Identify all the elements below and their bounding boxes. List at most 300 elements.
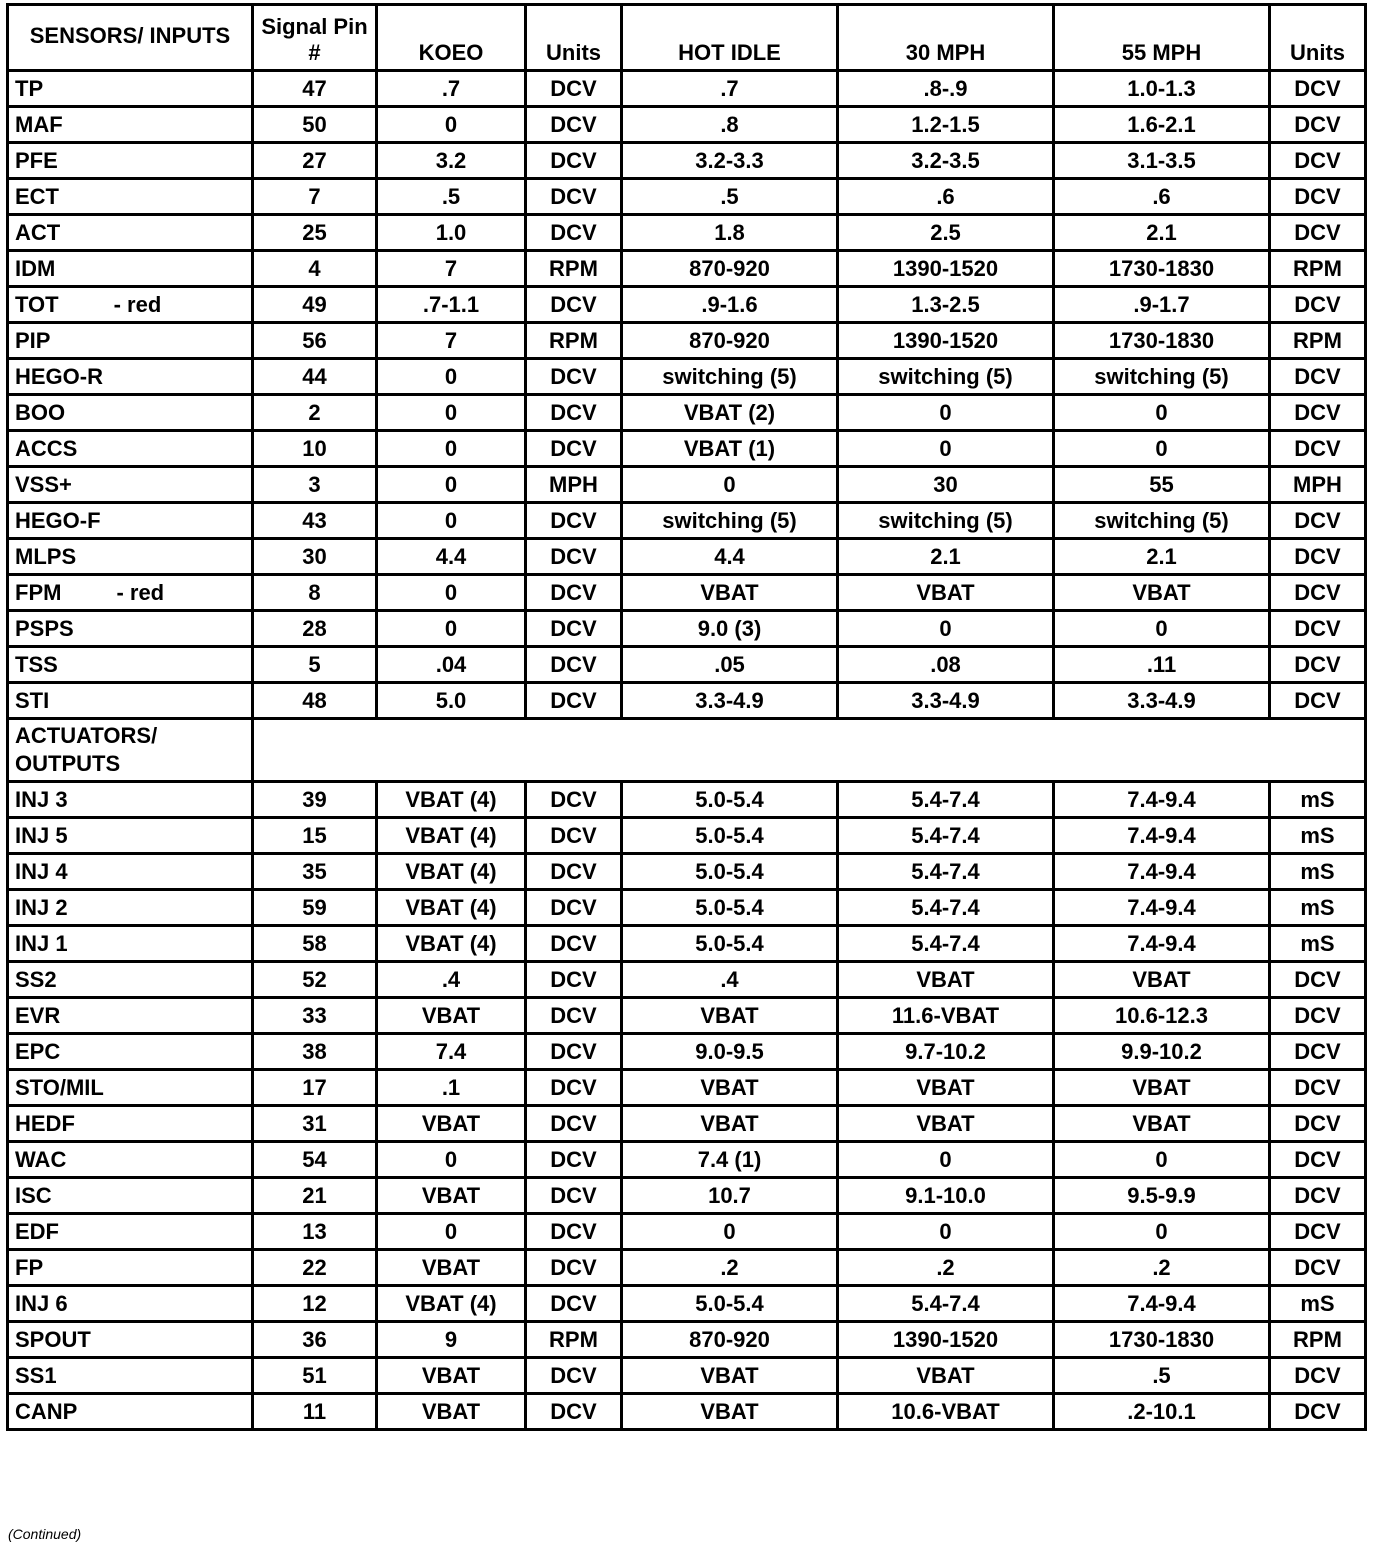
table-cell: 1730-1830: [1054, 1322, 1270, 1358]
table-cell: 5.0-5.4: [622, 926, 838, 962]
table-cell: 13: [253, 1214, 377, 1250]
table-row: [8, 1106, 1366, 1142]
ecm-pinout-spec-table: [6, 3, 1367, 1431]
table-cell: RPM: [526, 1322, 622, 1358]
table-row: [8, 503, 1366, 539]
table-cell: 1.6-2.1: [1054, 107, 1270, 143]
table-cell: DCV: [526, 575, 622, 611]
table-cell: VBAT: [622, 1106, 838, 1142]
table-cell: 1.8: [622, 215, 838, 251]
table-cell: DCV: [526, 539, 622, 575]
table-cell: VBAT: [838, 1106, 1054, 1142]
table-row: [8, 854, 1366, 890]
table-cell: 17: [253, 1070, 377, 1106]
table-cell: DCV: [1270, 1178, 1366, 1214]
table-cell: DCV: [526, 1070, 622, 1106]
actuator-rows: [8, 782, 1366, 1430]
table-cell: mS: [1270, 818, 1366, 854]
table-cell: DCV: [526, 1034, 622, 1070]
table-cell: DCV: [526, 890, 622, 926]
table-cell: 48: [253, 683, 377, 719]
row-label: SPOUT: [8, 1322, 253, 1358]
table-cell: 7.4-9.4: [1054, 854, 1270, 890]
table-cell: DCV: [1270, 1250, 1366, 1286]
row-label: MAF: [8, 107, 253, 143]
table-cell: DCV: [526, 215, 622, 251]
table-cell: 11.6-VBAT: [838, 998, 1054, 1034]
table-cell: 2.1: [838, 539, 1054, 575]
table-cell: DCV: [526, 926, 622, 962]
table-cell: 30: [253, 539, 377, 575]
row-label: EDF: [8, 1214, 253, 1250]
header-55-mph: 55 MPH: [1054, 5, 1270, 71]
table-cell: DCV: [1270, 611, 1366, 647]
row-label: SS2: [8, 962, 253, 998]
table-cell: VBAT: [622, 998, 838, 1034]
table-cell: mS: [1270, 1286, 1366, 1322]
table-cell: .2: [622, 1250, 838, 1286]
row-label: WAC: [8, 1142, 253, 1178]
row-label: INJ 1: [8, 926, 253, 962]
table-cell: VBAT (4): [377, 890, 526, 926]
table-cell: 36: [253, 1322, 377, 1358]
table-cell: DCV: [1270, 1106, 1366, 1142]
footnote: (Continued): [8, 1526, 82, 1542]
header-signal-pin: Signal Pin #: [253, 5, 377, 71]
table-row: [8, 1286, 1366, 1322]
row-label: INJ 3: [8, 782, 253, 818]
table-cell: .9-1.6: [622, 287, 838, 323]
table-cell: 5.4-7.4: [838, 926, 1054, 962]
row-label: ACT: [8, 215, 253, 251]
table-cell: 1390-1520: [838, 251, 1054, 287]
table-cell: 7.4: [377, 1034, 526, 1070]
table-row: [8, 71, 1366, 107]
table-cell: DCV: [526, 107, 622, 143]
table-cell: 10.6-VBAT: [838, 1394, 1054, 1430]
row-label: HEGO-R: [8, 359, 253, 395]
table-cell: DCV: [526, 998, 622, 1034]
header-units-1: Units: [526, 5, 622, 71]
table-cell: 0: [377, 107, 526, 143]
table-cell: 7.4-9.4: [1054, 926, 1270, 962]
row-label: MLPS: [8, 539, 253, 575]
table-cell: 39: [253, 782, 377, 818]
table-cell: 11: [253, 1394, 377, 1430]
table-cell: 7.4-9.4: [1054, 818, 1270, 854]
table-cell: RPM: [1270, 251, 1366, 287]
table-row: [8, 1322, 1366, 1358]
row-label: STO/MIL: [8, 1070, 253, 1106]
table-cell: .9-1.7: [1054, 287, 1270, 323]
table-cell: 9.9-10.2: [1054, 1034, 1270, 1070]
table-cell: 5.4-7.4: [838, 1286, 1054, 1322]
table-cell: 50: [253, 107, 377, 143]
table-cell: DCV: [526, 854, 622, 890]
row-label: SS1: [8, 1358, 253, 1394]
row-label: VSS+: [8, 467, 253, 503]
table-cell: 5.4-7.4: [838, 818, 1054, 854]
row-label: CANP: [8, 1394, 253, 1430]
table-cell: DCV: [526, 71, 622, 107]
table-cell: 55: [1054, 467, 1270, 503]
header-units-2: Units: [1270, 5, 1366, 71]
table-row: [8, 323, 1366, 359]
table-cell: 9.5-9.9: [1054, 1178, 1270, 1214]
header-row: [8, 5, 1366, 71]
table-cell: 3.3-4.9: [622, 683, 838, 719]
table-row: [8, 251, 1366, 287]
row-label: PFE: [8, 143, 253, 179]
table-cell: DCV: [526, 395, 622, 431]
table-cell: 35: [253, 854, 377, 890]
table-cell: 5.4-7.4: [838, 782, 1054, 818]
table-row: [8, 395, 1366, 431]
table-cell: 1.2-1.5: [838, 107, 1054, 143]
table-cell: 0: [377, 467, 526, 503]
table-cell: 54: [253, 1142, 377, 1178]
row-label: TP: [8, 71, 253, 107]
table-cell: 3.2: [377, 143, 526, 179]
table-cell: 5.4-7.4: [838, 854, 1054, 890]
table-cell: 10.7: [622, 1178, 838, 1214]
table-cell: 56: [253, 323, 377, 359]
table-cell: VBAT (4): [377, 782, 526, 818]
table-cell: 2.1: [1054, 215, 1270, 251]
table-cell: 8: [253, 575, 377, 611]
row-label: EVR: [8, 998, 253, 1034]
table-cell: 4.4: [377, 539, 526, 575]
table-cell: VBAT (4): [377, 854, 526, 890]
table-cell: MPH: [526, 467, 622, 503]
table-cell: DCV: [1270, 1034, 1366, 1070]
table-cell: 3: [253, 467, 377, 503]
table-cell: .8-.9: [838, 71, 1054, 107]
table-cell: .4: [377, 962, 526, 998]
table-cell: 0: [838, 1142, 1054, 1178]
table-cell: VBAT: [377, 1394, 526, 1430]
section-blank-cell: [253, 719, 1366, 782]
header-30-mph: 30 MPH: [838, 5, 1054, 71]
row-label: HEDF: [8, 1106, 253, 1142]
table-cell: 44: [253, 359, 377, 395]
table-cell: 3.3-4.9: [1054, 683, 1270, 719]
table-cell: DCV: [526, 683, 622, 719]
table-cell: VBAT (4): [377, 926, 526, 962]
table-cell: 0: [377, 1142, 526, 1178]
table-cell: DCV: [1270, 395, 1366, 431]
table-row: [8, 539, 1366, 575]
table-cell: DCV: [526, 1142, 622, 1178]
table-cell: .7: [377, 71, 526, 107]
table-row: [8, 575, 1366, 611]
table-cell: 3.3-4.9: [838, 683, 1054, 719]
table-cell: 7.4-9.4: [1054, 782, 1270, 818]
table-cell: 31: [253, 1106, 377, 1142]
table-cell: DCV: [1270, 503, 1366, 539]
table-cell: 28: [253, 611, 377, 647]
table-cell: DCV: [1270, 1070, 1366, 1106]
table-cell: DCV: [526, 1106, 622, 1142]
table-row: [8, 179, 1366, 215]
table-cell: .5: [1054, 1358, 1270, 1394]
table-cell: 15: [253, 818, 377, 854]
table-cell: 10: [253, 431, 377, 467]
table-cell: VBAT: [377, 1106, 526, 1142]
table-cell: DCV: [1270, 107, 1366, 143]
table-cell: DCV: [1270, 575, 1366, 611]
table-cell: VBAT: [377, 1358, 526, 1394]
table-cell: 22: [253, 1250, 377, 1286]
table-cell: 0: [377, 611, 526, 647]
table-cell: mS: [1270, 854, 1366, 890]
row-label: INJ 2: [8, 890, 253, 926]
table-cell: 21: [253, 1178, 377, 1214]
table-cell: DCV: [526, 1250, 622, 1286]
table-cell: 4: [253, 251, 377, 287]
table-cell: VBAT: [1054, 1106, 1270, 1142]
table-cell: 0: [838, 1214, 1054, 1250]
table-cell: DCV: [1270, 1142, 1366, 1178]
table-cell: 33: [253, 998, 377, 1034]
header-hot-idle: HOT IDLE: [622, 5, 838, 71]
table-cell: VBAT: [838, 1358, 1054, 1394]
table-cell: 7: [253, 179, 377, 215]
table-row: [8, 1394, 1366, 1430]
table-cell: DCV: [1270, 71, 1366, 107]
table-cell: 5.0-5.4: [622, 782, 838, 818]
table-cell: DCV: [1270, 998, 1366, 1034]
table-cell: VBAT: [838, 1070, 1054, 1106]
table-cell: 25: [253, 215, 377, 251]
table-cell: VBAT: [622, 1358, 838, 1394]
row-label: IDM: [8, 251, 253, 287]
table-cell: 5: [253, 647, 377, 683]
table-cell: DCV: [1270, 1394, 1366, 1430]
table-cell: 0: [1054, 431, 1270, 467]
table-cell: 2.1: [1054, 539, 1270, 575]
row-label: ISC: [8, 1178, 253, 1214]
table-row: [8, 431, 1366, 467]
table-row: [8, 1358, 1366, 1394]
table-cell: mS: [1270, 926, 1366, 962]
table-cell: VBAT: [622, 1394, 838, 1430]
table-cell: DCV: [1270, 683, 1366, 719]
table-cell: 49: [253, 287, 377, 323]
table-row: [8, 1178, 1366, 1214]
table-cell: 870-920: [622, 251, 838, 287]
table-row: [8, 467, 1366, 503]
table-cell: .11: [1054, 647, 1270, 683]
row-label: HEGO-F: [8, 503, 253, 539]
table-cell: switching (5): [622, 359, 838, 395]
table-cell: VBAT (2): [622, 395, 838, 431]
table-cell: 2: [253, 395, 377, 431]
table-cell: switching (5): [838, 359, 1054, 395]
table-cell: VBAT: [622, 1070, 838, 1106]
table-cell: DCV: [1270, 287, 1366, 323]
table-cell: 59: [253, 890, 377, 926]
table-cell: VBAT: [838, 962, 1054, 998]
table-row: [8, 962, 1366, 998]
table-cell: 0: [838, 395, 1054, 431]
table-cell: 0: [838, 431, 1054, 467]
table-cell: 9.0 (3): [622, 611, 838, 647]
table-cell: .5: [377, 179, 526, 215]
table-cell: VBAT (4): [377, 818, 526, 854]
table-cell: 5.0: [377, 683, 526, 719]
table-row: [8, 818, 1366, 854]
table-cell: 0: [1054, 1142, 1270, 1178]
table-cell: 58: [253, 926, 377, 962]
table-cell: DCV: [526, 782, 622, 818]
table-row: [8, 107, 1366, 143]
table-cell: MPH: [1270, 467, 1366, 503]
table-cell: .2: [838, 1250, 1054, 1286]
table-cell: VBAT: [377, 1178, 526, 1214]
table-row: [8, 1034, 1366, 1070]
table-cell: DCV: [526, 287, 622, 323]
row-label: ACCS: [8, 431, 253, 467]
table-cell: 12: [253, 1286, 377, 1322]
table-cell: RPM: [526, 323, 622, 359]
table-cell: .04: [377, 647, 526, 683]
table-cell: DCV: [526, 962, 622, 998]
table-cell: 0: [1054, 611, 1270, 647]
table-row: [8, 890, 1366, 926]
table-cell: 52: [253, 962, 377, 998]
table-cell: 7: [377, 251, 526, 287]
table-cell: .7: [622, 71, 838, 107]
table-cell: VBAT (1): [622, 431, 838, 467]
header-koeo: KOEO: [377, 5, 526, 71]
table-cell: 5.4-7.4: [838, 890, 1054, 926]
table-cell: 3.2-3.3: [622, 143, 838, 179]
table-cell: 1390-1520: [838, 1322, 1054, 1358]
table-cell: DCV: [526, 1394, 622, 1430]
table-cell: VBAT: [1054, 962, 1270, 998]
table-cell: 5.0-5.4: [622, 854, 838, 890]
table-cell: VBAT: [622, 575, 838, 611]
table-cell: 1730-1830: [1054, 323, 1270, 359]
row-label: INJ 6: [8, 1286, 253, 1322]
table-cell: .2: [1054, 1250, 1270, 1286]
table-cell: 7.4-9.4: [1054, 890, 1270, 926]
table-cell: 5.0-5.4: [622, 890, 838, 926]
table-cell: DCV: [526, 431, 622, 467]
table-cell: 1.0-1.3: [1054, 71, 1270, 107]
table-cell: DCV: [526, 1178, 622, 1214]
table-cell: 3.1-3.5: [1054, 143, 1270, 179]
table-cell: 0: [377, 359, 526, 395]
table-cell: .7-1.1: [377, 287, 526, 323]
table-cell: 1390-1520: [838, 323, 1054, 359]
section-header-row: [8, 719, 1366, 782]
row-label: FP: [8, 1250, 253, 1286]
row-label: EPC: [8, 1034, 253, 1070]
table-row: [8, 647, 1366, 683]
table-cell: 870-920: [622, 323, 838, 359]
table-cell: .08: [838, 647, 1054, 683]
table-cell: .6: [1054, 179, 1270, 215]
table-cell: 1730-1830: [1054, 251, 1270, 287]
table-cell: 47: [253, 71, 377, 107]
table-row: [8, 215, 1366, 251]
table-cell: 0: [377, 575, 526, 611]
table-cell: DCV: [1270, 179, 1366, 215]
table-cell: 10.6-12.3: [1054, 998, 1270, 1034]
table-cell: VBAT (4): [377, 1286, 526, 1322]
table-cell: 0: [377, 1214, 526, 1250]
row-label: INJ 4: [8, 854, 253, 890]
table-row: [8, 926, 1366, 962]
table-cell: .1: [377, 1070, 526, 1106]
table-row: [8, 143, 1366, 179]
row-label: BOO: [8, 395, 253, 431]
table-row: [8, 287, 1366, 323]
row-label: PIP: [8, 323, 253, 359]
table-cell: DCV: [526, 1286, 622, 1322]
table-cell: 9.7-10.2: [838, 1034, 1054, 1070]
table-cell: 5.0-5.4: [622, 818, 838, 854]
table-cell: DCV: [1270, 431, 1366, 467]
table-cell: RPM: [1270, 323, 1366, 359]
row-label: PSPS: [8, 611, 253, 647]
table-row: [8, 1142, 1366, 1178]
table-cell: 43: [253, 503, 377, 539]
table-cell: .6: [838, 179, 1054, 215]
table-cell: 9.0-9.5: [622, 1034, 838, 1070]
table-cell: DCV: [1270, 359, 1366, 395]
table-cell: DCV: [1270, 647, 1366, 683]
row-label: INJ 5: [8, 818, 253, 854]
table-cell: 30: [838, 467, 1054, 503]
row-label: TSS: [8, 647, 253, 683]
table-cell: 1.3-2.5: [838, 287, 1054, 323]
table-row: [8, 1070, 1366, 1106]
table-cell: 0: [377, 431, 526, 467]
table-cell: DCV: [1270, 1214, 1366, 1250]
table-cell: 0: [622, 467, 838, 503]
table-cell: DCV: [526, 611, 622, 647]
table-row: [8, 998, 1366, 1034]
table-cell: 7.4 (1): [622, 1142, 838, 1178]
table-cell: 4.4: [622, 539, 838, 575]
table-row: [8, 1214, 1366, 1250]
table-row: [8, 611, 1366, 647]
table-row: [8, 1250, 1366, 1286]
table-cell: 5.0-5.4: [622, 1286, 838, 1322]
table-cell: DCV: [1270, 962, 1366, 998]
table-cell: 9: [377, 1322, 526, 1358]
row-label: FPM - red: [8, 575, 253, 611]
table-cell: VBAT: [377, 998, 526, 1034]
table-cell: 870-920: [622, 1322, 838, 1358]
table-cell: 9.1-10.0: [838, 1178, 1054, 1214]
table-cell: DCV: [526, 647, 622, 683]
actuators-section: [8, 719, 1366, 782]
table-cell: 7: [377, 323, 526, 359]
table-cell: switching (5): [1054, 503, 1270, 539]
table-cell: DCV: [526, 818, 622, 854]
sensor-rows: [8, 71, 1366, 719]
table-cell: 0: [1054, 1214, 1270, 1250]
table-cell: DCV: [1270, 1358, 1366, 1394]
table-cell: 2.5: [838, 215, 1054, 251]
table-cell: 0: [377, 503, 526, 539]
table-cell: VBAT: [377, 1250, 526, 1286]
table-cell: .8: [622, 107, 838, 143]
